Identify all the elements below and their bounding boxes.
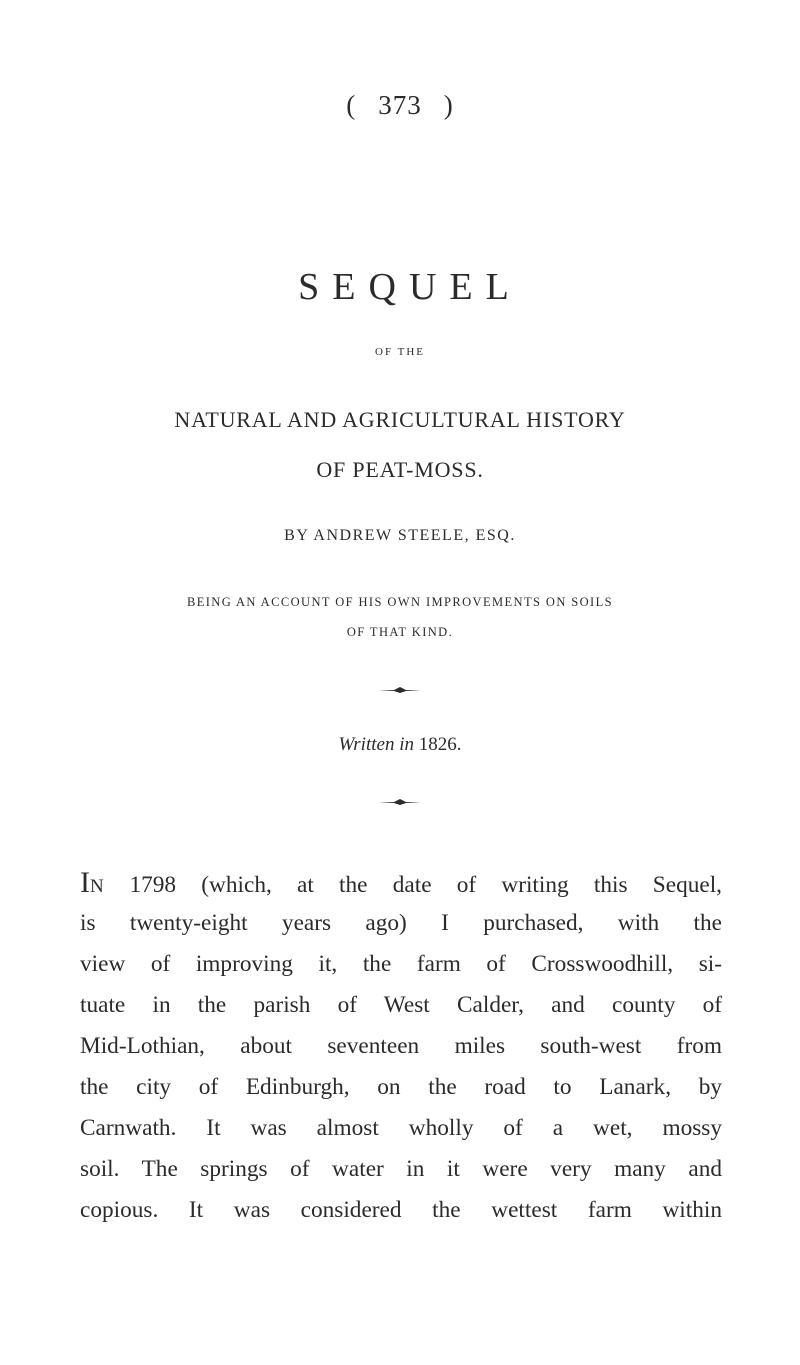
written-label: Written in [338, 734, 414, 755]
page-number-close-paren: ) [443, 90, 454, 120]
body-line: copious. It was considered the wettest farm within [80, 1197, 722, 1223]
title-connector: OF THE [375, 346, 425, 358]
chapter-title: SEQUEL [298, 266, 522, 308]
body-line: is twenty-eight years ago) I purchased, with the [80, 910, 722, 936]
body-line: the city of Edinburgh, on the road to Lanark, by [80, 1074, 722, 1100]
ornament-divider-top [0, 685, 800, 695]
page-number [0, 90, 800, 121]
body-line: tuate in the parish of West Calder, and county of [80, 992, 722, 1018]
body-line-1-text: 1798 (which, at the date of writing this Sequel, [129, 872, 723, 898]
written-year: 1826. [418, 734, 462, 755]
rule-ornament-icon [378, 685, 422, 695]
body-line: soil. The springs of water in it were very many and [80, 1156, 722, 1182]
ornament-divider-bottom [0, 797, 800, 807]
body-line-1 [80, 862, 722, 903]
body-line: view of improving it, the farm of Crosswoodhill, si- [80, 951, 722, 977]
page-number-open-paren: ( [346, 90, 357, 120]
drop-cap: I [80, 866, 90, 899]
body-paragraph [80, 862, 722, 1231]
page-number-value: 373 [378, 90, 422, 120]
body-line: Carnwath. It was almost wholly of a wet, mossy [80, 1115, 722, 1141]
description-line-2: OF THAT KIND. [346, 625, 454, 639]
chapter-subtitle [0, 395, 800, 495]
small-cap: N [90, 876, 105, 897]
subtitle-line-2: OF PEAT-MOSS. [316, 457, 484, 482]
subtitle-line-1: NATURAL AND AGRICULTURAL HISTORY [174, 407, 626, 432]
description-line-1: BEING AN ACCOUNT OF HIS OWN IMPROVEMENTS ON SOILS [186, 595, 614, 609]
chapter-description [0, 587, 800, 647]
rule-ornament-icon [378, 797, 422, 807]
body-line: Mid-Lothian, about seventeen miles south-west from [80, 1033, 722, 1059]
author-line: BY ANDREW STEELE, ESQ. [284, 527, 516, 544]
written-date [0, 734, 800, 756]
